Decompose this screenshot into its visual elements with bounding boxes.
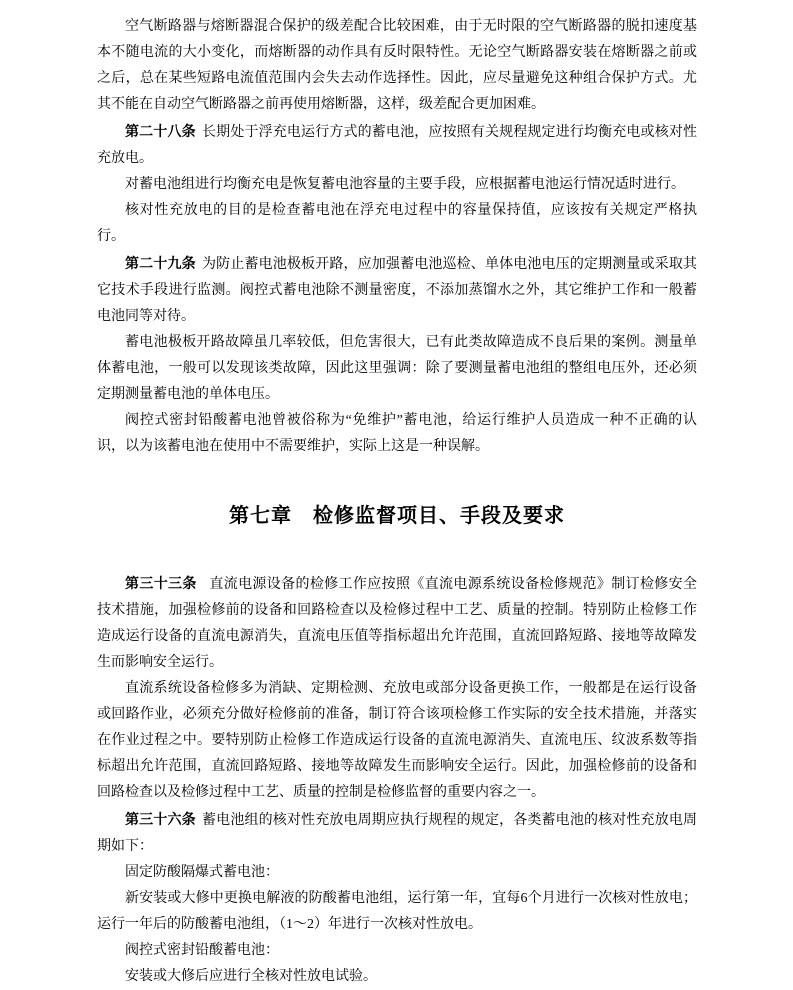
article-33-label: 第三十三条 <box>125 575 197 591</box>
para-vrla-discharge-test: 安装或大修后应进行全核对性放电试验。 <box>125 969 377 984</box>
article-28 <box>97 118 697 172</box>
para-acid-battery-discharge-cycle: 新安装或大修中更换电解液的防酸蓄电池组，运行第一年，宜每6个月进行一次核对性放电；运行一年后的防酸蓄电池组，（1～2）年进行一次核对性放电。 <box>97 891 697 932</box>
article-29-text: 为防止蓄电池极板开路，应加强蓄电池巡检、单体电池电压的定期测量或采取其它技术手段进行监测。阀控式蓄电池除不测量密度，不添加蒸馏水之外，其它维护工作和一般蓄电池同等对待。 <box>97 257 698 324</box>
article-29 <box>97 250 697 330</box>
article-33-text: 直流电源设备的检修工作应按照《直流电源系统设备检修规范》制订检修安全技术措施，加强检修前的设备和回路检查以及检修过程中工艺、质量的控制。特别防止检修工作造成运行设备的直流电源消失，直流电压值等指标超出允许范围，直流回路短路、接地等故障发生而影响安全运行。 <box>97 577 697 670</box>
chapter-7-heading: 第七章 检修监督项目、手段及要求 <box>229 505 565 527</box>
para-vrla-battery-heading: 阀控式密封铅酸蓄电池： <box>125 943 279 958</box>
para-vrla-misconception: 阀控式密封铅酸蓄电池曾被俗称为“免维护”蓄电池，给运行维护人员造成一种不正确的认识，以为该蓄电池在使用中不需要维护，实际上这是一种误解。 <box>97 413 697 454</box>
article-33 <box>97 570 697 676</box>
article-29-label: 第二十九条 <box>125 255 196 271</box>
article-36-text: 蓄电池组的核对性充放电周期应执行规程的规定，各类蓄电池的核对性充放电周期如下： <box>97 813 698 854</box>
para-check-discharge-purpose: 核对性充放电的目的是检查蓄电池在浮充电过程中的容量保持值，应该按有关规定严格执行。 <box>97 203 697 244</box>
para-breaker-fuse-coordination: 空气断路器与熔断器混合保护的级差配合比较困难，由于无时限的空气断路器的脱扣速度基本不随电流的大小变化，而熔断器的动作具有反时限特性。无论空气断路器安装在熔断器之前或之后，总在某些短路电流值范围内会失去动作选择性。因此，应尽量避免这种组合保护方式。尤其不能在自动空气断路器之前再使用熔断器，这样，级差配合更加困难。 <box>97 19 697 112</box>
article-28-label: 第二十八条 <box>125 123 196 139</box>
para-fixed-acid-battery-heading: 固定防酸隔爆式蓄电池： <box>125 865 279 880</box>
para-dc-overhaul-preparation: 直流系统设备检修多为消缺、定期检测、充放电或部分设备更换工作，一般都是在运行设备或回路作业，必须充分做好检修前的准备，制订符合该项检修工作实际的安全技术措施，并落实在作业过程之中。要特别防止检修工作造成运行设备的直流电源消失、直流电压、纹波系数等指标超出允许范围，直流回路短路、接地等故障发生而影响安全运行。因此，加强检修前的设备和回路检查以及检修过程中工艺、质量的控制是检修监督的重要内容之一。 <box>97 681 697 800</box>
article-36-label: 第三十六条 <box>125 811 196 827</box>
para-plate-open-circuit: 蓄电池极板开路故障虽几率较低，但危害很大，已有此类故障造成不良后果的案例。测量单体蓄电池，一般可以发现该类故障，因此这里强调：除了要测量蓄电池组的整组电压外，还必须定期测量蓄电池的单体电压。 <box>97 335 697 402</box>
article-28-text: 长期处于浮充电运行方式的蓄电池，应按照有关规程规定进行均衡充电或核对性充放电。 <box>97 125 698 166</box>
article-36 <box>97 806 697 860</box>
para-equalizing-charge: 对蓄电池组进行均衡充电是恢复蓄电池容量的主要手段，应根据蓄电池运行情况适时进行。 <box>125 177 685 192</box>
